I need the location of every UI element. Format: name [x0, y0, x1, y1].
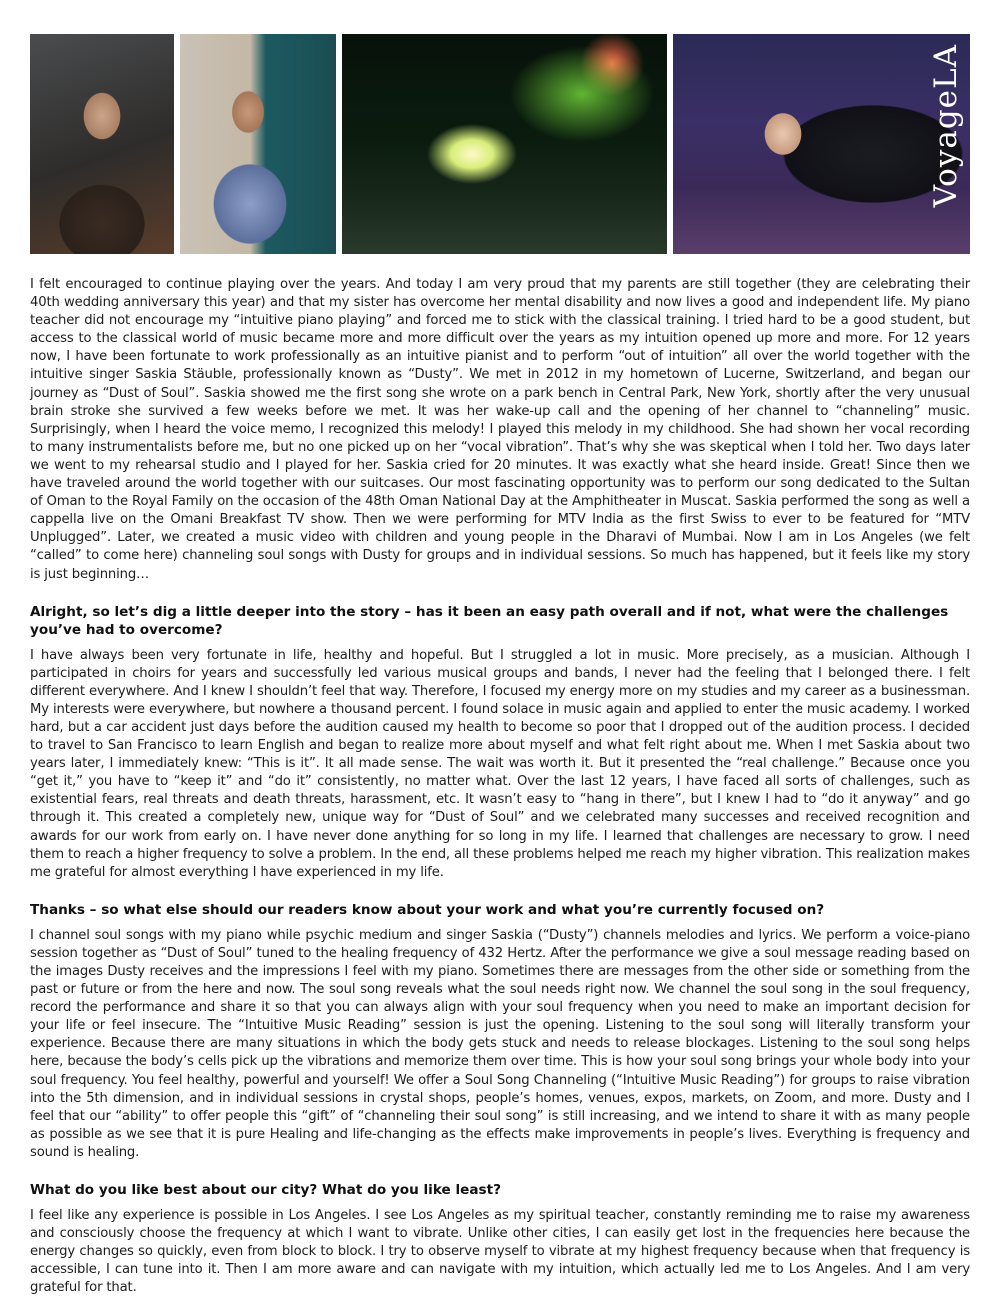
- question-challenges: Alright, so let’s dig a little deeper into the story – has it been an easy path overall and if not, what were the challenges you’ve had to overcome?: [30, 603, 949, 638]
- answer-work-focus: I channel soul songs with my piano while psychic medium and singer Saskia (“Dusty”) channels melodies and lyrics. We perform a voice-piano session together as “Dust of Soul” tuned to the healing frequency of 432 Hertz. After the performance we give a soul message reading based on the images Dusty receives and the impressions I feel with my piano. Sometimes there are messages from the other side or something from the past or future or from the here and now. The soul song reveals what the soul needs right now. We channel the soul song in the soul frequency, record the performance and share it so that you can always align with your soul frequency when you need to make an important decision for your life or feel insecure. The “Intuitive Music Reading” session is just the opening. Listening to the soul song will literally transform your experience. Because there are many situations in which the body gets stuck and needs to release blockages. Listening to the soul song helps here, because the body’s cells pick up the vibrations and memorize them over time. This is how your soul song brings your whole body into your soul frequency. You feel healthy, powerful and yourself! We offer a Soul Song Channeling (“Intuitive Music Reading”) for groups to raise vibration into the 5th dimension, and in individual sessions in crystal shops, people’s homes, venues, expos, markets, on Zoom, and more. Dusty and I feel that our “ability” to offer people this “gift” of “channeling their soul song” is still increasing, and we intend to share it with as many people as possible as we see that it is pure Healing and life-changing as the effects make improvements in people’s lives. Everything is frequency and sound is healing.: [30, 927, 970, 1160]
- photo-strip: [30, 34, 970, 254]
- question-work-focus: Thanks – so what else should our readers know about your work and what you’re currently focused on?: [30, 901, 825, 918]
- voyagela-watermark: VoyageLA: [928, 44, 964, 208]
- intro-paragraph: I felt encouraged to continue playing over the years. And today I am very proud that my parents are still together (they are celebrating their 40th wedding anniversary this year) and that my sister has overcome her mental disability and now lives a good and independent life. My piano teacher did not encourage my “intuitive piano playing” and forced me to stick with the classical training. I tried hard to be a good student, but access to the classical world of music became more and more difficult over the years as my intuition opened up more and more. For 12 years now, I have been fortunate to work professionally as an intuitive pianist and to perform “out of intuition” all over the world together with the intuitive singer Saskia Stäuble, professionally known as “Dusty”. We met in 2012 in my hometown of Lucerne, Switzerland, and began our journey as “Dust of Soul”. Saskia showed me the first song she wrote on a park bench in Central Park, New York, shortly after the very unusual brain stroke she survived a few weeks before we met. It was her wake-up call and the opening of her channel to “channeling” music. Surprisingly, when I heard the voice memo, I recognized this melody! I played this melody in my childhood. She had shown her vocal recording to many instrumentalists before me, but no one picked up on her “vocal vibration”. That’s why she was skeptical when I told her. Two days later we went to my rehearsal studio and I played for her. Saskia cried for 20 minutes. It was exactly what she heard inside. Great! Since then we have traveled around the world together with our suitcases. Our most fascinating opportunity was to perform our song dedicated to the Sultan of Oman to the Royal Family on the occasion of the 48th Oman National Day at the Amphitheater in Muscat. Saskia performed the song as well a cappella live on the Omani Breakfast TV show. Then we were performing for MTV India as the first Swiss to ever to be featured for “MTV Unplugged”. Later, we created a music video with children and young people in the Dharavi of Mumbai. Now I am in Los Angeles (we felt “called” to come here) channeling soul songs with Dusty for groups and in individual sessions. So much has happened, but it feels like my story is just beginning…: [30, 277, 970, 582]
- portrait-photo-pianist: [30, 34, 174, 254]
- portrait-photo-seated: [180, 34, 336, 254]
- answer-challenges: I have always been very fortunate in life, healthy and hopeful. But I struggled a lot in music. More precisely, as a musician. Although I participated in choirs for years and successfully led various musical groups and bands, I never had the feeling that I belonged there. I felt different everywhere. And I knew I shouldn’t feel that way. Therefore, I focused my energy more on my studies and my career as a businessman. My interests were everywhere, but nowhere a thousand percent. I found solace in music again and applied to enter the music academy. I worked hard, but a car accident just days before the audition caused my health to become so poor that I dropped out of the audition process. I decided to travel to San Francisco to learn English and began to realize more about myself and what felt right about me. When I met Saskia about two years later, I immediately knew: “This is it”. It all made sense. The wait was worth it. But it presented the “real challenge.” Because once you “get it,” you have to “keep it” and “do it” consistently, no matter what. Over the last 12 years, I have faced all sorts of challenges, such as existential fears, real threats and death threats, harassment, etc. It wasn’t easy to “hang in there”, but I knew I had to “do it anyway” and go through it. This created a completely new, unique way for “Dust of Soul” and we celebrated many successes and received recognition and awards for our work from early on. I have never done anything for so long in my life. I learned that challenges are necessary to grow. I need them to reach a higher frequency to solve a problem. In the end, all these problems helped me reach my higher vibration. This realization makes me grateful for almost everything I have experienced in my life.: [30, 647, 970, 880]
- piano-performance-photo: [673, 34, 970, 254]
- question-city: What do you like best about our city? What do you like least?: [30, 1182, 501, 1199]
- answer-city: I feel like any experience is possible in Los Angeles. I see Los Angeles as my spiritual teacher, constantly reminding me to raise my awareness and consciously choose the frequency at which I want to vibrate. Unlike other cities, I can easily get lost in the frequencies here because the energy changes so quickly, even from block to block. I try to observe myself to vibrate at my highest frequency because when that frequency is accessible, I can tune into it. Then I am more aware and can navigate with my intuition, which actually led me to Los Angeles. And I am very grateful for that.: [30, 1208, 970, 1296]
- article-body: [30, 276, 970, 1298]
- concert-stage-photo: [342, 34, 667, 254]
